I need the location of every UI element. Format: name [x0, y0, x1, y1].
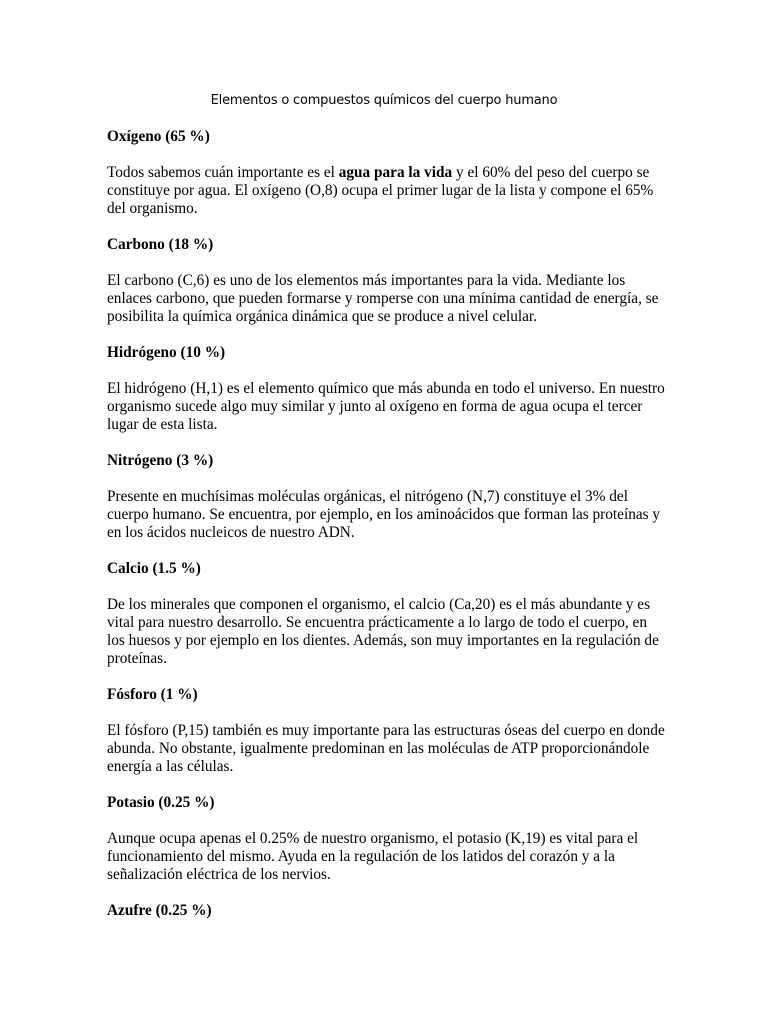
- section-heading-azufre: Azufre (0.25 %): [107, 902, 212, 919]
- text-segment: Todos sabemos cuán importante es el: [107, 164, 339, 181]
- section-heading-fosforo: Fósforo (1 %): [107, 686, 198, 703]
- section-text-carbono: El carbono (C,6) es uno de los elementos más importantes para la vida. Mediante los enlaces carbono, que pueden formarse y romperse con una mínima cantidad de energía, se posibilita la química orgánica dinámica que se produce a nivel celular.: [107, 272, 659, 325]
- section-heading-hidrogeno: Hidrógeno (10 %): [107, 344, 226, 361]
- section-text-fosforo: El fósforo (P,15) también es muy importante para las estructuras óseas del cuerpo en donde abunda. No obstante, igualmente predominan en las moléculas de ATP proporcionándole energía a las células.: [107, 722, 665, 775]
- section-heading-calcio: Calcio (1.5 %): [107, 560, 201, 577]
- section-heading-oxigeno: Oxígeno (65 %): [107, 128, 210, 145]
- section-text-nitrogeno: Presente en muchísimas moléculas orgánicas, el nitrógeno (N,7) constituye el 3% del cuerpo humano. Se encuentra, por ejemplo, en los aminoácidos que forman las proteínas y en los ácidos nucleicos de nuestro ADN.: [107, 488, 661, 541]
- section-heading-potasio: Potasio (0.25 %): [107, 794, 215, 811]
- section-heading-nitrogeno: Nitrógeno (3 %): [107, 452, 214, 469]
- section-text-hidrogeno: El hidrógeno (H,1) es el elemento químico que más abunda en todo el universo. En nuestro organismo sucede algo muy similar y junto al oxígeno en forma de agua ocupa el tercer lugar de esta lista.: [107, 380, 665, 433]
- document-body: [107, 128, 667, 938]
- section-heading-carbono: Carbono (18 %): [107, 236, 214, 253]
- text-segment: y el 60% del peso del cuerpo se constituye por agua. El oxígeno (O,8) ocupa el primer lugar de la lista y compone el 65% del organismo.: [107, 164, 654, 217]
- section-text-potasio: Aunque ocupa apenas el 0.25% de nuestro organismo, el potasio (K,19) es vital para el funcionamiento del mismo. Ayuda en la regulación de los latidos del corazón y a la señalización eléctrica de los nervios.: [107, 830, 639, 883]
- section-text-calcio: De los minerales que componen el organismo, el calcio (Ca,20) es el más abundante y es vital para nuestro desarrollo. Se encuentra prácticamente a lo largo de todo el cuerpo, en los huesos y por ejemplo en los dientes. Además, son muy importantes en la regulación de proteínas.: [107, 596, 659, 667]
- section-text-oxigeno: [107, 164, 667, 218]
- document-title: Elementos o compuestos químicos del cuerpo humano: [210, 93, 558, 108]
- bold-phrase: agua para la vida: [338, 164, 453, 181]
